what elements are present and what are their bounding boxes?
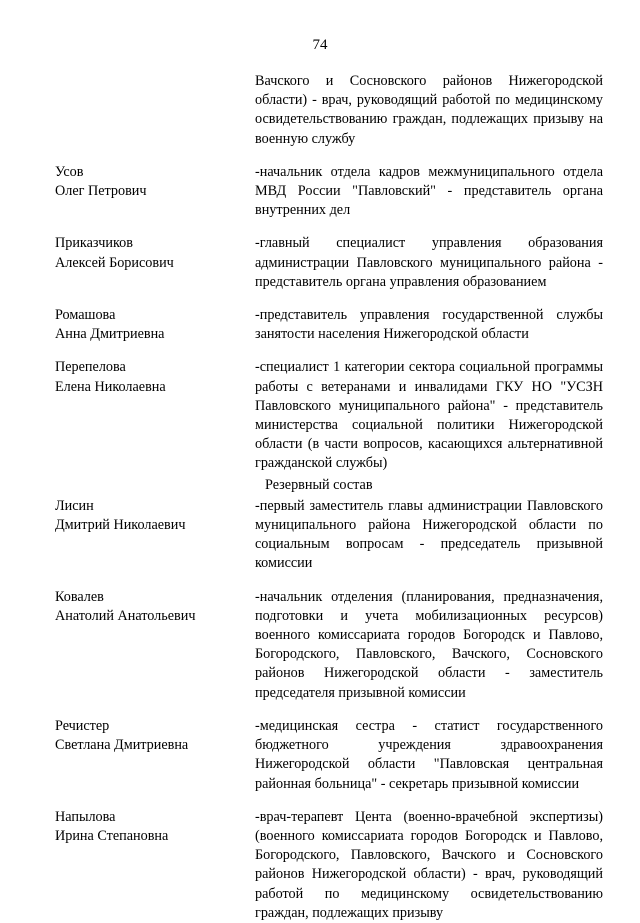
member-role: -первый заместитель главы администрации Павловского муниципального района Нижегородской области по социальным вопросам - председатель призывной комиссии	[255, 497, 603, 572]
member-name	[55, 588, 255, 626]
continuation-role: Вачского и Сосновского районов Нижегородской области) - врач, руководящий работой по медицинскому освидетельствованию граждан, подлежащих призыву на военную службу	[255, 73, 603, 147]
member-given-name: Алексей Борисович	[55, 254, 174, 271]
member-entry	[55, 163, 603, 221]
member-name	[55, 717, 255, 755]
reserve-member-entry	[55, 588, 603, 703]
member-role: -врач-терапевт Цента (военно-врачебной экспертизы) (военного комиссариата городов Богородск и Павлово, Богородского, Павловского, Вачского и Сосновского районов Нижегородской области) - врач, руководящий работой по медицинскому освидетельствованию граждан, подлежащих призыву	[255, 808, 603, 921]
member-surname: Лисин	[55, 497, 94, 514]
member-name	[55, 163, 255, 201]
member-entry	[55, 234, 603, 292]
commission-list	[55, 72, 603, 923]
page-number: 74	[312, 37, 328, 53]
member-role: -начальник отделения (планирования, предназначения, подготовки и учета мобилизационных ресурсов) военного комиссариата городов Богородск и Павлово, Богородского, Павловского, Вачского, Сосновского районов Нижегородской области - заместитель председателя призывной комиссии	[255, 588, 603, 701]
member-name	[55, 234, 255, 272]
member-role: -главный специалист управления образования администрации Павловского муниципального района - представитель органа управления образованием	[255, 235, 603, 290]
member-given-name: Анна Дмитриевна	[55, 326, 165, 343]
member-surname: Ромашова	[55, 307, 116, 324]
continuation-entry	[55, 72, 603, 149]
member-surname: Приказчиков	[55, 235, 133, 252]
member-surname: Речистер	[55, 717, 110, 734]
member-surname: Усов	[55, 163, 84, 180]
member-given-name: Ирина Степановна	[55, 827, 169, 844]
member-entry	[55, 306, 603, 344]
member-surname: Перепелова	[55, 359, 126, 376]
member-given-name: Светлана Дмитриевна	[55, 737, 189, 754]
member-role: -представитель управления государственной службы занятости населения Нижегородской области	[255, 307, 603, 343]
member-name	[55, 358, 255, 396]
member-given-name: Олег Петрович	[55, 183, 147, 200]
member-entry	[55, 358, 603, 473]
member-role: -начальник отдела кадров межмуниципального отдела МВД России "Павловский" - представитель органа внутренних дел	[255, 163, 603, 219]
member-name	[55, 497, 255, 535]
member-name	[55, 808, 255, 846]
member-given-name: Елена Николаевна	[55, 378, 166, 395]
member-surname: Напылова	[55, 808, 116, 825]
reserve-section-heading: Резервный состав	[265, 476, 373, 493]
reserve-member-entry	[55, 497, 603, 574]
member-name	[55, 306, 255, 344]
member-role: -специалист 1 категории сектора социальной программы работы с ветеранами и инвалидами ГКУ НО "УСЗН Павловского муниципального района" - представитель министерства социальной политики Нижегородской области (в части вопросов, касающихся альтернативной гражданской службы)	[255, 359, 603, 472]
member-given-name: Анатолий Анатольевич	[55, 607, 196, 624]
member-surname: Ковалев	[55, 588, 104, 605]
reserve-member-entry	[55, 717, 603, 794]
member-role: -медицинская сестра - статист государственного бюджетного учреждения здравоохранения Нижегородской области "Павловская центральная районная больница" - секретарь призывной комиссии	[255, 717, 603, 792]
member-given-name: Дмитрий Николаевич	[55, 517, 186, 534]
reserve-member-entry	[55, 808, 603, 923]
